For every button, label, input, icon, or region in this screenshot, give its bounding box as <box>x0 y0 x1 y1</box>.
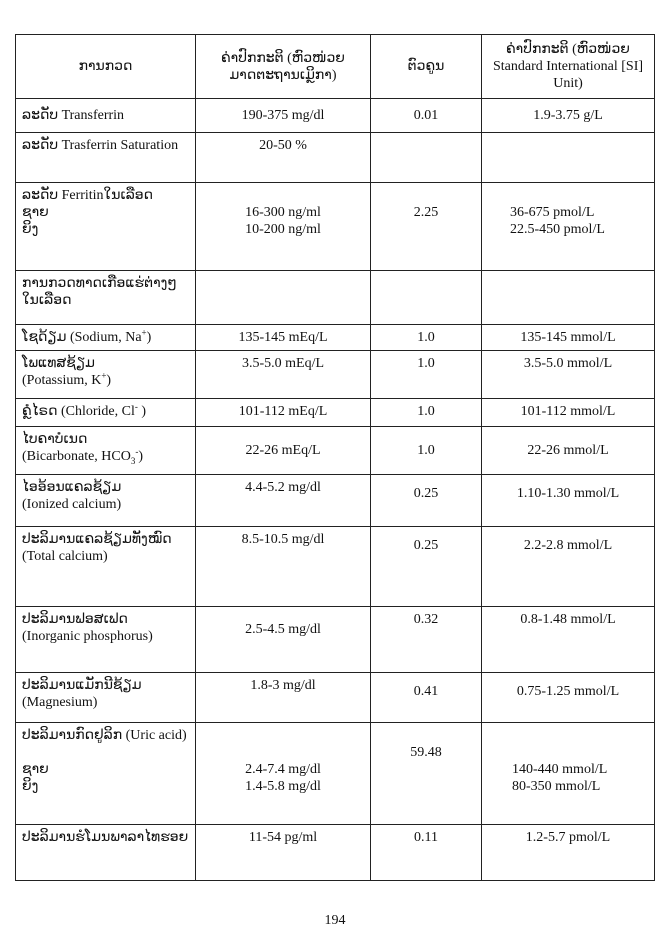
row-si: 22-26 mmol/L <box>482 427 655 475</box>
normal-female: 10-200 ng/ml <box>245 222 321 237</box>
table-row <box>16 133 655 183</box>
table-row <box>16 183 655 271</box>
row-name-cell <box>16 723 196 825</box>
row-name: ລະດັບ Ferritinໃນເລືອດ <box>22 188 154 203</box>
table-row <box>16 723 655 825</box>
row-name: ປະລິມານຮໍໂມນພາລາໄທຮອຍ <box>16 825 196 881</box>
table-row <box>16 427 655 475</box>
row-si-cell <box>482 723 655 825</box>
row-normal-cell <box>196 723 371 825</box>
row-name-cell <box>16 183 196 271</box>
row-name: ປະລິມານແມັກນີຊ້ຽມ (Magnesium) <box>16 673 196 723</box>
row-name: ໂພແທສຊ້ຽມ (Potassium, K+) <box>16 351 196 399</box>
table-header-row <box>16 35 655 99</box>
row-factor: 0.25 <box>371 475 482 527</box>
row-normal: 190-375 mg/dl <box>196 99 371 133</box>
normal-female: 1.4-5.8 mg/dl <box>245 779 321 794</box>
row-name: ໄອອ້ອນແຄລຊ້ຽມ (Ionized calcium) <box>16 475 196 527</box>
header-test: ການກວດ <box>16 35 196 99</box>
table-row <box>16 607 655 673</box>
row-si: 1.9-3.75 g/L <box>482 99 655 133</box>
si-male: 140-440 mmol/L <box>512 762 608 777</box>
row-factor: 0.01 <box>371 99 482 133</box>
row-si: 0.8-1.48 mmol/L <box>482 607 655 673</box>
row-factor: 1.0 <box>371 399 482 427</box>
row-factor: 0.25 <box>371 527 482 607</box>
header-normal-si: ຄ່າປົກກະຕິ (ຫົວໜ່ວຍ Standard International [SI] Unit) <box>482 35 655 99</box>
row-name: ປະລິມານຟອສເຟດ (Inorganic phosphorus) <box>16 607 196 673</box>
table-row <box>16 527 655 607</box>
row-normal: 2.5-4.5 mg/dl <box>196 607 371 673</box>
table-row <box>16 475 655 527</box>
normal-male: 16-300 ng/ml <box>245 205 321 220</box>
page-number: 194 <box>324 913 346 928</box>
row-si-cell <box>482 183 655 271</box>
row-si: 3.5-5.0 mmol/L <box>482 351 655 399</box>
row-factor <box>371 133 482 183</box>
row-factor: 2.25 <box>413 205 439 220</box>
section-title: ການກວດທາດເກືອແຮ່ຕ່າງໆ ໃນເລືອດ <box>16 271 196 325</box>
table-row <box>16 399 655 427</box>
header-normal-us: ຄ່າປົກກະຕິ (ຫົວໜ່ວຍ ມາດຕະຖານເມຼິກາ) <box>196 35 371 99</box>
female-label: ຍິງ <box>22 779 39 794</box>
row-name: ໂຊດ້ຽມ (Sodium, Na+) <box>16 325 196 351</box>
row-factor: 0.11 <box>371 825 482 881</box>
female-label: ຍິງ <box>22 222 39 237</box>
row-si: 1.10-1.30 mmol/L <box>482 475 655 527</box>
row-factor: 1.0 <box>371 427 482 475</box>
row-si: 0.75-1.25 mmol/L <box>482 673 655 723</box>
si-male: 36-675 pmol/L <box>510 205 595 220</box>
table-row <box>16 325 655 351</box>
row-name: ໄບຄາບໍເນດ (Bicarbonate, $HCO_3^-$) <box>16 427 196 475</box>
row-factor: 1.0 <box>371 325 482 351</box>
row-factor: 0.32 <box>371 607 482 673</box>
table-row <box>16 825 655 881</box>
row-si: 101-112 mmol/L <box>482 399 655 427</box>
row-normal: 22-26 mEq/L <box>196 427 371 475</box>
row-si: 2.2-2.8 mmol/L <box>482 527 655 607</box>
row-normal: 4.4-5.2 mg/dl <box>196 475 371 527</box>
table-row <box>16 351 655 399</box>
row-name: ລະດັບ Transferrin <box>16 99 196 133</box>
male-label: ຊາຍ <box>22 762 49 777</box>
row-factor: 1.0 <box>371 351 482 399</box>
row-name: ປະລິມານແຄລຊ້ຽມທັງໝົດ (Total calcium) <box>16 527 196 607</box>
si-female: 80-350 mmol/L <box>512 779 601 794</box>
row-factor-cell <box>371 183 482 271</box>
row-si: 1.2-5.7 pmol/L <box>482 825 655 881</box>
row-normal-cell <box>196 183 371 271</box>
row-factor: 59.48 <box>410 745 442 760</box>
section-row <box>16 271 655 325</box>
row-si <box>482 133 655 183</box>
row-factor: 0.41 <box>371 673 482 723</box>
normal-male: 2.4-7.4 mg/dl <box>245 762 321 777</box>
row-normal: 1.8-3 mg/dl <box>196 673 371 723</box>
row-name: ຄຼໍໄຣດ (Chloride, Cl- ) <box>16 399 196 427</box>
row-normal: 101-112 mEq/L <box>196 399 371 427</box>
row-normal: 20-50 % <box>196 133 371 183</box>
row-normal: 11-54 pg/ml <box>196 825 371 881</box>
row-name: ລະດັບ Trasferrin Saturation <box>16 133 196 183</box>
si-female: 22.5-450 pmol/L <box>510 222 605 237</box>
header-factor: ຕົວຄູນ <box>371 35 482 99</box>
male-label: ຊາຍ <box>22 205 49 220</box>
row-normal: 8.5-10.5 mg/dl <box>196 527 371 607</box>
row-si: 135-145 mmol/L <box>482 325 655 351</box>
row-factor-cell <box>371 723 482 825</box>
table-row <box>16 99 655 133</box>
row-normal: 3.5-5.0 mEq/L <box>196 351 371 399</box>
row-name: ປະລິມານກົດຢູລິກ (Uric acid) <box>22 728 187 743</box>
lab-values-table <box>15 34 655 881</box>
row-normal: 135-145 mEq/L <box>196 325 371 351</box>
table-row <box>16 673 655 723</box>
